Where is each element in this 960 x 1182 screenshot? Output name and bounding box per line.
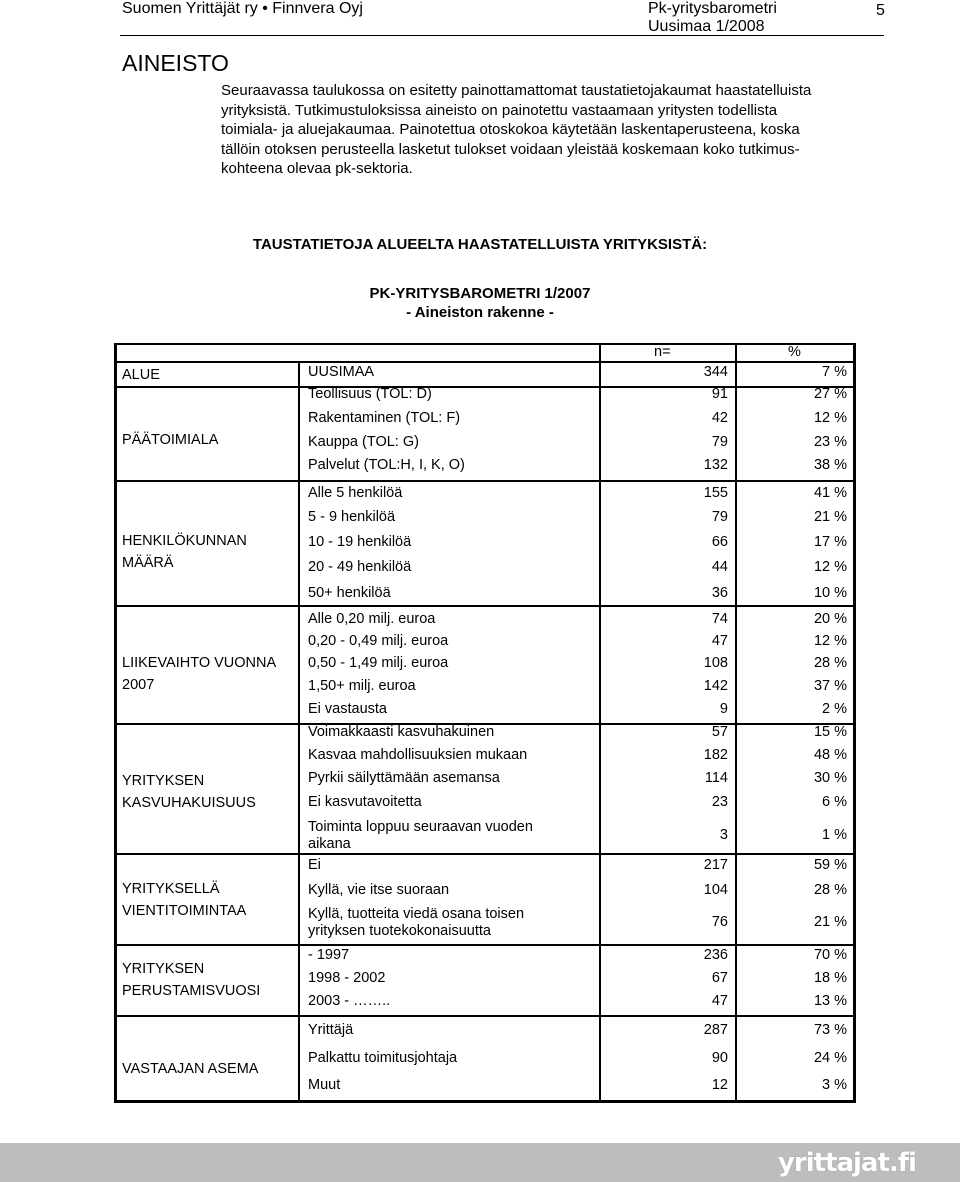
row-count: 9 — [719, 701, 728, 717]
category-label: VASTAAJAN ASEMA — [122, 1061, 259, 1077]
row-count: 104 — [703, 882, 728, 898]
row-item: Rakentaminen (TOL: F) — [308, 410, 461, 426]
category-label: YRITYKSEN — [122, 961, 205, 977]
row-count: 66 — [711, 534, 728, 550]
section-title: TAUSTATIETOJA ALUEELTA HAASTATELLUISTA YRITYKSISTÄ: — [252, 236, 708, 253]
category-label: MÄÄRÄ — [122, 555, 174, 571]
row-percent: 24 % — [813, 1050, 847, 1066]
row-percent: 21 % — [813, 914, 847, 930]
row-percent: 17 % — [813, 534, 847, 550]
row-count: 3 — [719, 827, 728, 843]
row-percent: 1 % — [822, 827, 847, 843]
intro-paragraph — [221, 81, 851, 179]
row-percent: 27 % — [813, 386, 847, 402]
row-item: UUSIMAA — [308, 364, 375, 380]
page-number: 5 — [876, 2, 885, 19]
yrittajat-logo: yrittajat.fi — [777, 1148, 916, 1178]
column-header-n: n= — [654, 344, 671, 360]
row-count: 74 — [711, 611, 728, 627]
row-item: 1,50+ milj. euroa — [308, 678, 416, 694]
row-item: Kauppa (TOL: G) — [308, 434, 419, 450]
row-count: 76 — [711, 914, 728, 930]
row-percent: 30 % — [813, 770, 847, 786]
row-count: 47 — [711, 993, 728, 1009]
row-count: 287 — [703, 1022, 728, 1038]
row-percent: 28 % — [813, 655, 847, 671]
row-count: 132 — [703, 457, 728, 473]
row-item: Alle 0,20 milj. euroa — [308, 611, 436, 627]
row-percent: 18 % — [813, 970, 847, 986]
row-count: 79 — [711, 434, 728, 450]
row-item: Kasvaa mahdollisuuksien mukaan — [308, 747, 528, 763]
row-count: 36 — [711, 585, 728, 601]
row-percent: 48 % — [813, 747, 847, 763]
row-count: 44 — [711, 559, 728, 575]
category-label: KASVUHAKUISUUS — [122, 795, 256, 811]
category-label: PERUSTAMISVUOSI — [122, 983, 261, 999]
row-percent: 28 % — [813, 882, 847, 898]
table-header-divider — [114, 361, 856, 363]
row-count: 91 — [711, 386, 728, 402]
table-title: PK-YRITYSBAROMETRI 1/2007 — [369, 285, 591, 302]
row-item: Pyrkii säilyttämään asemansa — [308, 770, 500, 786]
row-count: 108 — [703, 655, 728, 671]
row-percent: 20 % — [813, 611, 847, 627]
row-item: Ei — [308, 857, 321, 873]
table-border-bottom — [114, 1100, 856, 1103]
category-label: VIENTITOIMINTAA — [122, 903, 247, 919]
data-table — [114, 343, 856, 1103]
table-group-divider — [114, 944, 856, 946]
row-percent: 12 % — [813, 559, 847, 575]
table-group-divider — [114, 1015, 856, 1017]
row-count: 23 — [711, 794, 728, 810]
row-item: Muut — [308, 1077, 341, 1093]
category-label: LIIKEVAIHTO VUONNA — [122, 655, 277, 671]
row-percent: 3 % — [822, 1077, 847, 1093]
row-item: Voimakkaasti kasvuhakuinen — [308, 724, 495, 740]
row-percent: 37 % — [813, 678, 847, 694]
row-count: 344 — [703, 364, 728, 380]
paragraph-line: Seuraavassa taulukossa on esitetty painottamattomat taustatietojakaumat haastatelluista — [221, 82, 812, 99]
row-item: Alle 5 henkilöä — [308, 485, 403, 501]
row-count: 42 — [711, 410, 728, 426]
page-title: AINEISTO — [122, 50, 229, 76]
row-percent: 38 % — [813, 457, 847, 473]
row-percent: 2 % — [822, 701, 847, 717]
category-label: ALUE — [122, 367, 160, 383]
paragraph-line: tällöin otoksen perusteella lasketut tulokset voidaan yleistää koskemaan koko tutkimus- — [221, 140, 800, 158]
row-item: 5 - 9 henkilöä — [308, 509, 396, 525]
table-group-divider — [114, 853, 856, 855]
row-item: Toiminta loppuu seuraavan vuoden aikana — [308, 819, 533, 852]
header-report-info — [648, 0, 777, 36]
header-report-name: Pk-yritysbarometri — [648, 0, 777, 17]
row-count: 79 — [711, 509, 728, 525]
row-percent: 7 % — [822, 364, 847, 380]
row-count: 236 — [703, 947, 728, 963]
row-item: 50+ henkilöä — [308, 585, 391, 601]
category-label: 2007 — [122, 677, 155, 693]
row-item: Kyllä, vie itse suoraan — [308, 882, 450, 898]
category-label: HENKILÖKUNNAN — [122, 533, 247, 549]
table-group-divider — [114, 386, 856, 388]
table-col-divider — [298, 361, 300, 1103]
row-percent: 12 % — [813, 410, 847, 426]
paragraph-line: kohteena olevaa pk-sektoria. — [221, 160, 413, 177]
row-item: 0,50 - 1,49 milj. euroa — [308, 655, 449, 671]
row-percent: 21 % — [813, 509, 847, 525]
row-item: Yrittäjä — [308, 1022, 354, 1038]
header-left: Suomen Yrittäjät ry • Finnvera Oyj — [122, 0, 363, 17]
row-item: Ei kasvutavoitetta — [308, 794, 422, 810]
row-count: 12 — [711, 1077, 728, 1093]
row-item: Teollisuus (TOL: D) — [308, 386, 432, 402]
row-percent: 12 % — [813, 633, 847, 649]
row-item: 1998 - 2002 — [308, 970, 386, 986]
header-report-period: Uusimaa 1/2008 — [648, 18, 765, 35]
category-label: PÄÄTOIMIALA — [122, 432, 219, 448]
table-group-divider — [114, 605, 856, 607]
row-count: 114 — [704, 770, 728, 786]
row-percent: 70 % — [813, 947, 847, 963]
table-subtitle: - Aineiston rakenne - — [406, 304, 554, 321]
row-item: Kyllä, tuotteita viedä osana toisen yrityksen tuotekokonaisuutta — [308, 906, 525, 939]
row-item: 0,20 - 0,49 milj. euroa — [308, 633, 449, 649]
row-count: 47 — [711, 633, 728, 649]
category-label: YRITYKSELLÄ — [122, 881, 220, 897]
table-group-divider — [114, 480, 856, 482]
row-count: 67 — [711, 970, 728, 986]
row-count: 57 — [711, 724, 728, 740]
row-count: 182 — [703, 747, 728, 763]
row-percent: 6 % — [822, 794, 847, 810]
header-divider — [120, 35, 884, 36]
row-item: 2003 - …….. — [308, 993, 391, 1009]
category-label: YRITYKSEN — [122, 773, 205, 789]
row-percent: 13 % — [813, 993, 847, 1009]
row-item: Palvelut (TOL:H, I, K, O) — [308, 457, 465, 473]
table-border-top — [114, 343, 856, 345]
row-percent: 15 % — [813, 724, 847, 740]
row-percent: 41 % — [813, 485, 847, 501]
row-count: 142 — [703, 678, 728, 694]
row-item: 20 - 49 henkilöä — [308, 559, 412, 575]
row-item: 10 - 19 henkilöä — [308, 534, 412, 550]
row-percent: 73 % — [813, 1022, 847, 1038]
column-header-percent: % — [788, 344, 801, 360]
row-item: - 1997 — [308, 947, 350, 963]
row-item: Palkattu toimitusjohtaja — [308, 1050, 458, 1066]
row-count: 155 — [703, 485, 728, 501]
paragraph-line: toimiala- ja aluejakaumaa. Painotettua otoskokoa käytetään laskentaperusteena, koska — [221, 121, 800, 138]
row-count: 217 — [703, 857, 728, 873]
row-percent: 10 % — [813, 585, 847, 601]
paragraph-line: yrityksistä. Tutkimustuloksissa aineisto on painotettu vastaamaan yritysten todellista — [221, 101, 778, 119]
row-percent: 59 % — [813, 857, 847, 873]
row-item: Ei vastausta — [308, 701, 387, 717]
row-percent: 23 % — [813, 434, 847, 450]
row-count: 90 — [711, 1050, 728, 1066]
